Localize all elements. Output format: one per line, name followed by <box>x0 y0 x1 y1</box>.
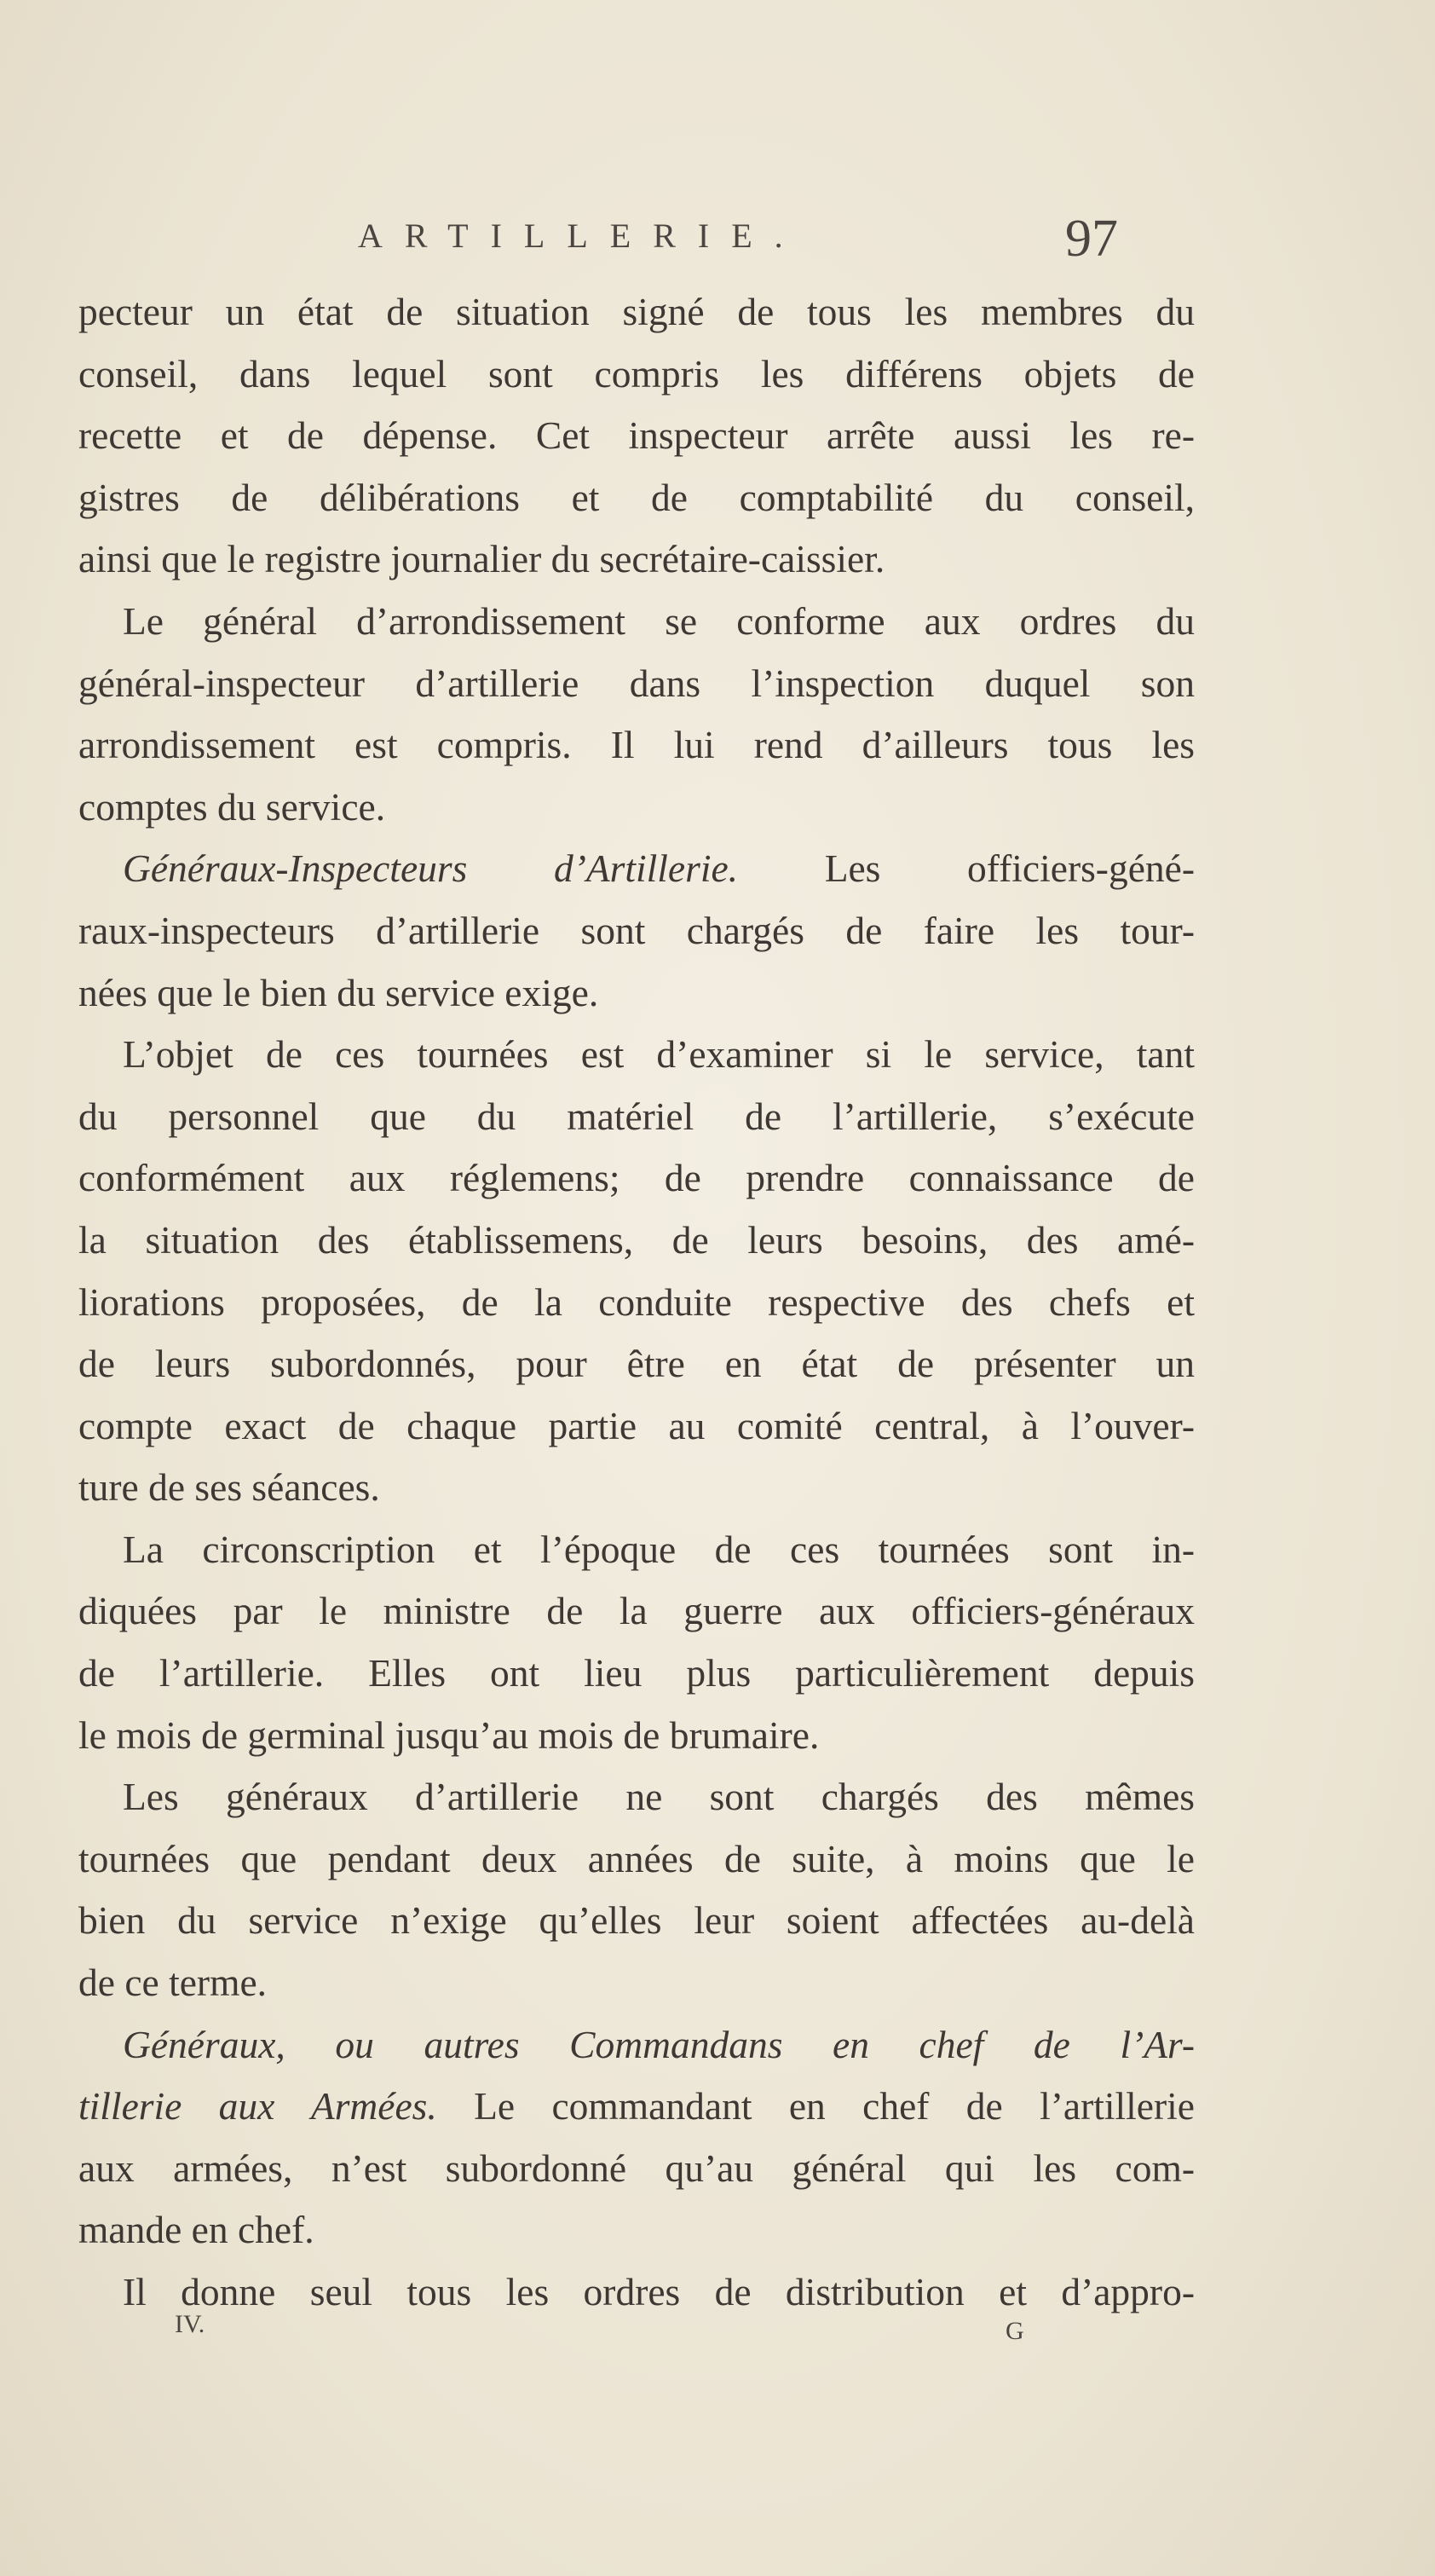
text-line: Il donne seul tous les ordres de distribution et d’appro- <box>123 2270 1195 2313</box>
signature-mark: G <box>1006 2317 1024 2345</box>
text-line: la situation des établissemens, de leurs besoins, des amé- <box>78 1217 1195 1262</box>
section-heading: Généraux, ou autres Commandans en chef de l’Ar- <box>123 2022 1195 2066</box>
text-run: Le commandant en chef de l’artillerie <box>436 2084 1195 2128</box>
text-line: Les généraux d’artillerie ne sont chargés des mêmes <box>123 1775 1195 1819</box>
text-line: ainsi que le registre journalier du secrétaire-caissier. <box>78 537 885 581</box>
text-line: arrondissement est compris. Il lui rend d’ailleurs tous les <box>78 723 1195 767</box>
page-footer <box>0 2310 1435 2361</box>
text-line: pecteur un état de situation signé de tous les membres du <box>78 290 1195 333</box>
text-line: liorations proposées, de la conduite respective des chefs et <box>78 1279 1195 1324</box>
text-line: du personnel que du matériel de l’artillerie, s’exécute <box>78 1094 1195 1138</box>
text-line: général-inspecteur d’artillerie dans l’inspection duquel son <box>78 661 1195 705</box>
text-line: de leurs subordonnés, pour être en état de présenter un <box>78 1342 1195 1386</box>
section-heading-continued: tillerie aux Armées. <box>78 2084 437 2128</box>
text-line: recette et de dépense. Cet inspecteur arrête aussi les re- <box>78 413 1195 458</box>
text-line: gistres de délibérations et de comptabilité du conseil, <box>78 475 1195 519</box>
text-line: L’objet de ces tournées est d’examiner si le service, tant <box>123 1032 1195 1077</box>
volume-mark: IV. <box>175 2310 205 2338</box>
text-line: ture de ses séances. <box>78 1465 380 1510</box>
text-line: mande en chef. <box>78 2208 314 2252</box>
page-header <box>0 209 1435 277</box>
text-line: aux armées, n’est subordonné qu’au général qui les com- <box>78 2146 1195 2190</box>
body-text <box>78 281 1195 2324</box>
text-run: Les officiers-géné- <box>738 846 1196 891</box>
page-number: 97 <box>1065 210 1118 268</box>
text-line: La circonscription et l’époque de ces tournées sont in- <box>123 1527 1195 1571</box>
text-line: raux-inspecteurs d’artillerie sont chargés de faire les tour- <box>78 908 1195 952</box>
text-line: conseil, dans lequel sont compris les différens objets de <box>78 351 1195 396</box>
text-line: bien du service n’exige qu’elles leur soient affectées au-delà <box>78 1898 1195 1943</box>
text-line <box>78 838 1195 900</box>
running-head: ARTILLERIE. <box>358 217 805 255</box>
text-line: le mois de germinal jusqu’au mois de brumaire. <box>78 1713 820 1757</box>
text-line: diquées par le ministre de la guerre aux officiers-généraux <box>78 1589 1195 1633</box>
text-line: comptes du service. <box>78 784 386 829</box>
text-line: Le général d’arrondissement se conforme aux ordres du <box>123 598 1195 643</box>
text-line: tournées que pendant deux années de suite, à moins que le <box>78 1836 1195 1880</box>
text-line: de ce terme. <box>78 1961 268 2005</box>
text-line <box>78 2076 1195 2138</box>
text-line: compte exact de chaque partie au comité central, à l’ouver- <box>78 1403 1195 1447</box>
text-line: conformément aux réglemens; de prendre connaissance de <box>78 1156 1195 1200</box>
section-heading: Généraux-Inspecteurs d’Artillerie. <box>123 846 739 891</box>
text-line: de l’artillerie. Elles ont lieu plus particulièrement depuis <box>78 1651 1195 1695</box>
text-line: nées que le bien du service exige. <box>78 970 599 1014</box>
